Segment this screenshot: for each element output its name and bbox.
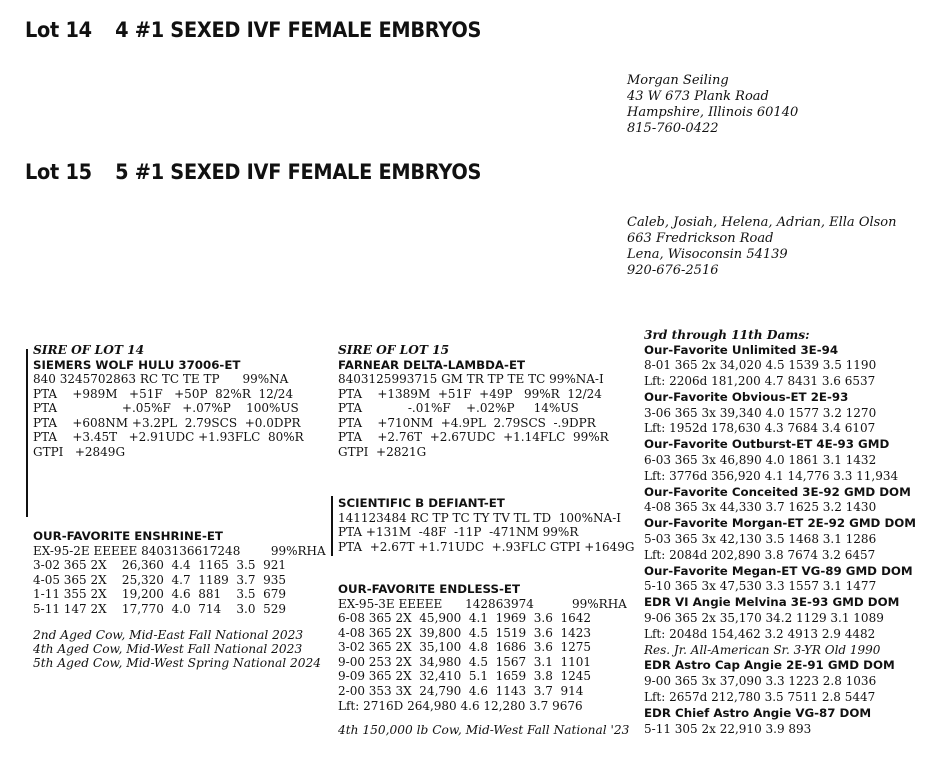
dam-entry-line: Lft: 3776d 356,920 4.1 14,776 3.3 11,934	[644, 468, 899, 483]
consignor-name: Caleb, Josiah, Helena, Adrian, Ella Olson	[627, 215, 897, 230]
dam-name: OUR-FAVORITE ENSHRINE-ET	[33, 529, 223, 543]
dam-entry-name: Our-Favorite Obvious-ET 2E-93	[644, 389, 849, 404]
dam-entry-line: 5-10 365 3x 47,530 3.3 1557 3.1 1477	[644, 579, 877, 594]
dam-entry-line: 6-03 365 3x 46,890 4.0 1861 3.1 1432	[644, 453, 877, 468]
sire-data-line: PTA +989M +51F +50P 82%R 12/24	[33, 386, 294, 401]
dam-data-line: 3-02 365 2X 26,360 4.4 1165 3.5 921	[33, 558, 287, 573]
dam-lifetime-line: Lft: 2716D 264,980 4.6 12,280 3.7 9676	[338, 698, 583, 713]
dam-entry-name: Our-Favorite Outburst-ET 4E-93 GMD	[644, 437, 890, 452]
dam-data-line: 4-08 365 2X 39,800 4.5 1519 3.6 1423	[338, 625, 592, 640]
grandsire-name: SCIENTIFIC B DEFIANT-ET	[338, 496, 505, 510]
award-line: 4th 150,000 lb Cow, Mid-West Fall National '23	[338, 723, 630, 737]
dams-column	[644, 328, 916, 737]
sire-data-line: GTPI +2821G	[338, 444, 427, 459]
consignor-street: 43 W 673 Plank Road	[627, 89, 769, 104]
sire-data-line: PTA -.01%F +.02%P 14%US	[338, 401, 579, 416]
dam-data-line: EX-95-2E EEEEE 8403136617248 99%RHA	[33, 543, 326, 558]
dam-data-line: 5-11 147 2X 17,770 4.0 714 3.0 529	[33, 601, 287, 616]
sire-data-line: PTA +710NM +4.9PL 2.79SCS -.9DPR	[338, 415, 596, 430]
sire-data-line: GTPI +2849G	[33, 444, 126, 459]
lot-14-title	[25, 18, 481, 42]
dam-entry-line: 5-11 305 2x 22,910 3.9 893	[644, 721, 812, 736]
dam-entry-line: Lft: 2657d 212,780 3.5 7511 2.8 5447	[644, 690, 876, 705]
dam-entry-line: Lft: 1952d 178,630 4.3 7684 3.4 6107	[644, 421, 876, 436]
dam-data-line: 6-08 365 2X 45,900 4.1 1969 3.6 1642	[338, 611, 592, 626]
pedigree-bracket-line	[331, 496, 333, 556]
dam-name: OUR-FAVORITE ENDLESS-ET	[338, 582, 521, 596]
lot-description: 5 #1 SEXED IVF FEMALE EMBRYOS	[115, 160, 482, 184]
award-line: 2nd Aged Cow, Mid-East Fall National 2023	[33, 628, 304, 642]
grandsire-data-line: PTA +131M -48F -11P -471NM 99%R	[338, 525, 579, 540]
dam-data-line: 9-09 365 2X 32,410 5.1 1659 3.8 1245	[338, 669, 592, 684]
sire-name: SIEMERS WOLF HULU 37006-ET	[33, 357, 241, 372]
section-heading: SIRE OF LOT 14	[33, 343, 145, 357]
dam-entry-note: Res. Jr. All-American Sr. 3-YR Old 1990	[644, 642, 881, 657]
consignor-city: Hampshire, Illinois 60140	[627, 105, 799, 120]
dam-entry-name: Our-Favorite Conceited 3E-92 GMD DOM	[644, 484, 911, 499]
dam-data-line: 1-11 355 2X 19,200 4.6 881 3.5 679	[33, 587, 287, 602]
lot-14-consignor	[627, 73, 798, 137]
sire-data-line: PTA +2.76T +2.67UDC +1.14FLC 99%R	[338, 430, 609, 445]
dam-data-line: 3-02 365 2X 35,100 4.8 1686 3.6 1275	[338, 640, 592, 655]
dam-entry-name: EDR Astro Cap Angie 2E-91 GMD DOM	[644, 658, 895, 673]
dam-entry-line: 4-08 365 3x 44,330 3.7 1625 3.2 1430	[644, 500, 877, 515]
dam-entry-line: Lft: 2048d 154,462 3.2 4913 2.9 4482	[644, 626, 876, 641]
dam-data-line: 2-00 353 3X 24,790 4.6 1143 3.7 914	[338, 684, 584, 699]
dam-entry-line: 3-06 365 3x 39,340 4.0 1577 3.2 1270	[644, 405, 877, 420]
lot-15-consignor	[627, 215, 897, 279]
award-line: 4th Aged Cow, Mid-West Fall National 2023	[33, 641, 303, 656]
sire-name: FARNEAR DELTA-LAMBDA-ET	[338, 357, 526, 372]
sire-data-line: PTA +608NM +3.2PL 2.79SCS +0.0DPR	[33, 415, 301, 430]
consignor-name: Morgan Seiling	[627, 73, 729, 88]
dam-lot-14-awards	[33, 629, 321, 670]
dam-data-line: 4-05 365 2X 25,320 4.7 1189 3.7 935	[33, 572, 287, 587]
consignor-phone: 920-676-2516	[627, 263, 719, 278]
grandsire-data-line: 141123484 RC TP TC TY TV TL TD 100%NA-I	[338, 510, 621, 525]
dam-entry-line: 8-01 365 2x 34,020 4.5 1539 3.5 1190	[644, 358, 877, 373]
sire-data-line: 8403125993715 GM TR TP TE TC 99%NA-I	[338, 372, 604, 386]
dam-entry-name: Our-Favorite Megan-ET VG-89 GMD DOM	[644, 563, 913, 578]
consignor-city: Lena, Wisoconsin 54139	[627, 247, 788, 262]
section-heading: SIRE OF LOT 15	[338, 343, 450, 357]
lot-number: Lot 15	[25, 160, 92, 184]
consignor-phone: 815-760-0422	[627, 121, 719, 136]
grandsire-data-line: PTA +2.67T +1.71UDC +.93FLC GTPI +1649G	[338, 539, 635, 554]
dam-lot-15	[338, 582, 627, 713]
dam-entry-name: Our-Favorite Morgan-ET 2E-92 GMD DOM	[644, 516, 917, 531]
sire-lot-15	[338, 343, 609, 460]
sire-data-line: PTA +.05%F +.07%P 100%US	[33, 401, 299, 416]
pedigree-bracket-line	[26, 349, 28, 517]
lot-number: Lot 14	[25, 18, 92, 42]
dam-entry-line: 9-00 365 3x 37,090 3.3 1223 2.8 1036	[644, 674, 877, 689]
dam-entry-line: 5-03 365 3x 42,130 3.5 1468 3.1 1286	[644, 532, 877, 547]
dam-entry-line: 9-06 365 2x 35,170 34.2 1129 3.1 1089	[644, 611, 884, 626]
dam-data-line: 9-00 253 2X 34,980 4.5 1567 3.1 1101	[338, 654, 592, 669]
consignor-street: 663 Fredrickson Road	[627, 231, 774, 246]
dam-entry-name: EDR Chief Astro Angie VG-87 DOM	[644, 705, 872, 720]
dam-lot-15-award	[338, 724, 629, 738]
sire-data-line: PTA +1389M +51F +49P 99%R 12/24	[338, 386, 602, 401]
dam-entry-name: Our-Favorite Unlimited 3E-94	[644, 342, 839, 357]
lot-15-title	[25, 160, 481, 184]
dam-lot-14	[33, 529, 326, 616]
dam-data-line: EX-95-3E EEEEE 142863974 99%RHA	[338, 596, 627, 611]
lot-description: 4 #1 SEXED IVF FEMALE EMBRYOS	[115, 18, 482, 42]
award-line: 5th Aged Cow, Mid-West Spring National 2024	[33, 655, 322, 670]
sire-data-line: PTA +3.45T +2.91UDC +1.93FLC 80%R	[33, 430, 304, 445]
dams-heading: 3rd through 11th Dams:	[644, 328, 810, 342]
grandsire-lot-15	[338, 496, 634, 554]
sire-lot-14	[33, 343, 304, 460]
sire-data-line: 840 3245702863 RC TC TE TP 99%NA	[33, 372, 289, 386]
dam-entry-line: Lft: 2084d 202,890 3.8 7674 3.2 6457	[644, 547, 876, 562]
dam-entry-line: Lft: 2206d 181,200 4.7 8431 3.6 6537	[644, 374, 876, 389]
dam-entry-name: EDR VI Angie Melvina 3E-93 GMD DOM	[644, 595, 900, 610]
